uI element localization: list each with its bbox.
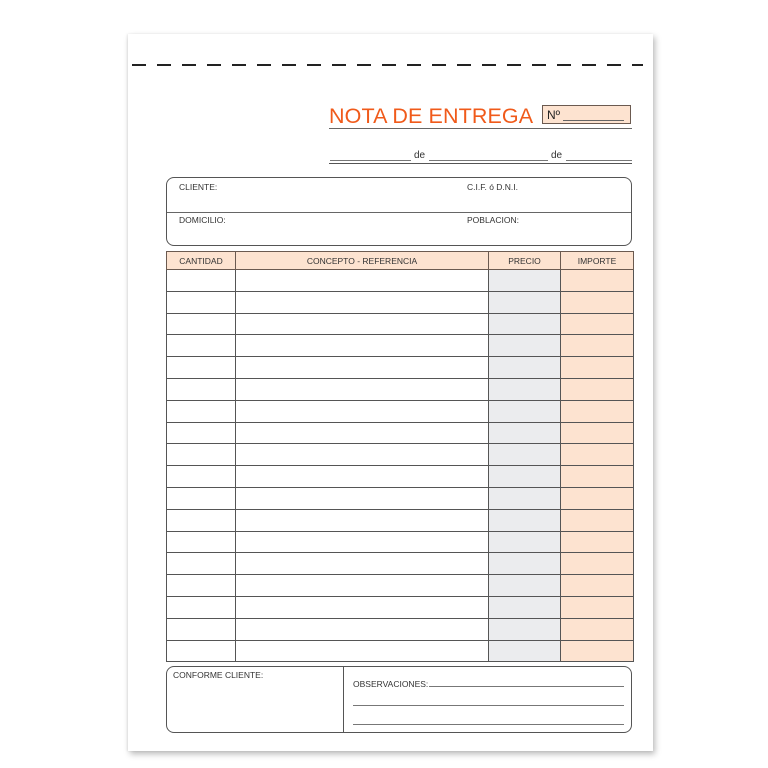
amount-cell[interactable] xyxy=(561,596,634,618)
price-cell[interactable] xyxy=(489,531,561,553)
table-row xyxy=(167,335,634,357)
quantity-cell[interactable] xyxy=(167,509,236,531)
document-number-label: Nº xyxy=(547,108,561,122)
price-cell[interactable] xyxy=(489,575,561,597)
table-row xyxy=(167,270,634,292)
observations-label: OBSERVACIONES: xyxy=(353,679,429,689)
price-cell[interactable] xyxy=(489,422,561,444)
price-cell[interactable] xyxy=(489,509,561,531)
concept-cell[interactable] xyxy=(236,640,489,662)
date-separator-2: de xyxy=(551,150,563,161)
concept-cell[interactable] xyxy=(236,618,489,640)
table-row xyxy=(167,444,634,466)
date-day-line[interactable] xyxy=(330,160,411,161)
price-cell[interactable] xyxy=(489,378,561,400)
quantity-cell[interactable] xyxy=(167,640,236,662)
quantity-cell[interactable] xyxy=(167,378,236,400)
price-cell[interactable] xyxy=(489,640,561,662)
date-rule xyxy=(329,163,632,164)
table-row xyxy=(167,640,634,662)
concept-cell[interactable] xyxy=(236,487,489,509)
price-cell[interactable] xyxy=(489,335,561,357)
concept-cell[interactable] xyxy=(236,313,489,335)
price-cell[interactable] xyxy=(489,291,561,313)
address-label: DOMICILIO: xyxy=(179,215,226,225)
quantity-cell[interactable] xyxy=(167,553,236,575)
concept-cell[interactable] xyxy=(236,335,489,357)
table-row xyxy=(167,531,634,553)
price-cell[interactable] xyxy=(489,357,561,379)
document-number-field[interactable] xyxy=(542,105,631,124)
document-number-line xyxy=(563,120,624,121)
observations-line-1[interactable] xyxy=(429,686,624,687)
amount-cell[interactable] xyxy=(561,640,634,662)
quantity-cell[interactable] xyxy=(167,444,236,466)
amount-cell[interactable] xyxy=(561,553,634,575)
table-row xyxy=(167,596,634,618)
price-cell[interactable] xyxy=(489,466,561,488)
concept-cell[interactable] xyxy=(236,270,489,292)
concept-cell[interactable] xyxy=(236,400,489,422)
table-row xyxy=(167,422,634,444)
concept-cell[interactable] xyxy=(236,444,489,466)
observations-line-2[interactable] xyxy=(353,705,624,706)
table-row xyxy=(167,509,634,531)
concept-cell[interactable] xyxy=(236,466,489,488)
table-row xyxy=(167,357,634,379)
concept-cell[interactable] xyxy=(236,509,489,531)
observations-line-3[interactable] xyxy=(353,724,624,725)
quantity-cell[interactable] xyxy=(167,400,236,422)
column-header-price: PRECIO xyxy=(489,252,561,270)
concept-cell[interactable] xyxy=(236,531,489,553)
city-label: POBLACION: xyxy=(467,215,519,225)
price-cell[interactable] xyxy=(489,444,561,466)
price-cell[interactable] xyxy=(489,596,561,618)
amount-cell[interactable] xyxy=(561,509,634,531)
table-row xyxy=(167,291,634,313)
table-row xyxy=(167,553,634,575)
amount-cell[interactable] xyxy=(561,444,634,466)
quantity-cell[interactable] xyxy=(167,335,236,357)
amount-cell[interactable] xyxy=(561,378,634,400)
amount-cell[interactable] xyxy=(561,487,634,509)
amount-cell[interactable] xyxy=(561,618,634,640)
table-header-row xyxy=(167,252,634,270)
concept-cell[interactable] xyxy=(236,291,489,313)
amount-cell[interactable] xyxy=(561,531,634,553)
date-month-line[interactable] xyxy=(429,160,548,161)
concept-cell[interactable] xyxy=(236,575,489,597)
table-body xyxy=(167,270,634,662)
quantity-cell[interactable] xyxy=(167,270,236,292)
items-table xyxy=(166,251,634,662)
column-header-quantity: CANTIDAD xyxy=(167,252,236,270)
concept-cell[interactable] xyxy=(236,378,489,400)
price-cell[interactable] xyxy=(489,618,561,640)
table-row xyxy=(167,618,634,640)
amount-cell[interactable] xyxy=(561,400,634,422)
amount-cell[interactable] xyxy=(561,291,634,313)
footer-divider xyxy=(343,667,344,732)
quantity-cell[interactable] xyxy=(167,618,236,640)
client-info-box xyxy=(166,177,632,246)
table-row xyxy=(167,575,634,597)
quantity-cell[interactable] xyxy=(167,357,236,379)
table-row xyxy=(167,466,634,488)
quantity-cell[interactable] xyxy=(167,313,236,335)
quantity-cell[interactable] xyxy=(167,575,236,597)
footer-box xyxy=(166,666,632,733)
price-cell[interactable] xyxy=(489,400,561,422)
column-header-concept: CONCEPTO - REFERENCIA xyxy=(236,252,489,270)
table-row xyxy=(167,400,634,422)
amount-cell[interactable] xyxy=(561,357,634,379)
quantity-cell[interactable] xyxy=(167,487,236,509)
document-title: NOTA DE ENTREGA xyxy=(329,104,534,128)
quantity-cell[interactable] xyxy=(167,422,236,444)
amount-cell[interactable] xyxy=(561,422,634,444)
amount-cell[interactable] xyxy=(561,575,634,597)
signature-label: CONFORME CLIENTE: xyxy=(173,670,264,680)
column-header-amount: IMPORTE xyxy=(561,252,634,270)
quantity-cell[interactable] xyxy=(167,596,236,618)
date-field[interactable] xyxy=(329,150,632,164)
quantity-cell[interactable] xyxy=(167,466,236,488)
quantity-cell[interactable] xyxy=(167,291,236,313)
amount-cell[interactable] xyxy=(561,313,634,335)
amount-cell[interactable] xyxy=(561,270,634,292)
amount-cell[interactable] xyxy=(561,335,634,357)
amount-cell[interactable] xyxy=(561,466,634,488)
date-separator-1: de xyxy=(414,150,426,161)
tax-id-label: C.I.F. ó D.N.I. xyxy=(467,182,519,192)
concept-cell[interactable] xyxy=(236,596,489,618)
title-rule xyxy=(329,128,632,129)
perforation-line xyxy=(132,64,643,66)
client-label: CLIENTE: xyxy=(179,182,218,192)
table-row xyxy=(167,487,634,509)
quantity-cell[interactable] xyxy=(167,531,236,553)
table-row xyxy=(167,313,634,335)
price-cell[interactable] xyxy=(489,270,561,292)
table-row xyxy=(167,378,634,400)
price-cell[interactable] xyxy=(489,487,561,509)
client-divider xyxy=(167,212,631,213)
concept-cell[interactable] xyxy=(236,553,489,575)
price-cell[interactable] xyxy=(489,313,561,335)
date-year-line[interactable] xyxy=(566,160,632,161)
concept-cell[interactable] xyxy=(236,422,489,444)
price-cell[interactable] xyxy=(489,553,561,575)
concept-cell[interactable] xyxy=(236,357,489,379)
